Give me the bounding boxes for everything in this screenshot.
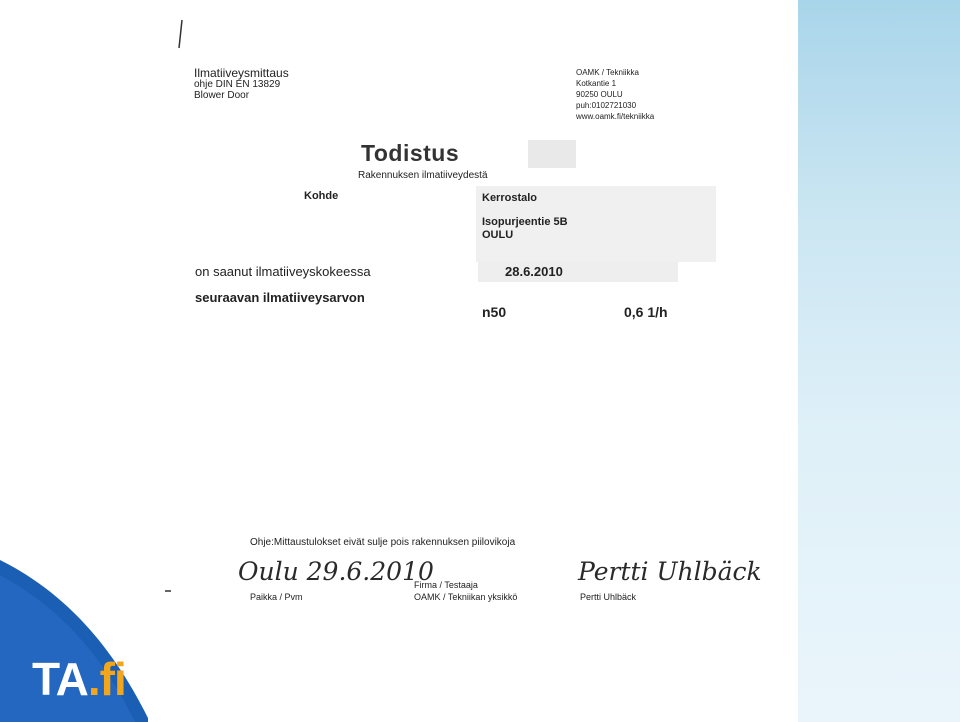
header-right-line-4: puh:0102721030 [576, 101, 637, 110]
footer-place-label: Paikka / Pvm [250, 592, 303, 602]
value-phrase: seuraavan ilmatiiveysarvon [195, 290, 365, 305]
scan-dash [164, 588, 174, 594]
logo-fi: .fi [87, 653, 126, 705]
kohde-label: Kohde [304, 190, 339, 202]
header-right-line-2: Kotkantie 1 [576, 79, 617, 88]
scan-shade [528, 140, 576, 168]
footer-firm-label: Firma / Testaaja [414, 580, 478, 590]
certificate-document [148, 0, 798, 722]
header-left-line-2: ohje DIN EN 13829 [194, 79, 281, 90]
footer-signer: Pertti Uhlbäck [580, 592, 637, 602]
header-left-line-1: Ilmatiiveysmittaus [194, 66, 289, 80]
metric-value: 0,6 1/h [624, 304, 668, 320]
test-phrase: on saanut ilmatiiveyskokeessa [195, 264, 371, 279]
footer-firm: OAMK / Tekniikan yksikkö [414, 592, 518, 602]
metric-name: n50 [482, 304, 507, 320]
header-left-line-3: Blower Door [194, 90, 250, 101]
header-right-line-1: OAMK / Tekniikka [576, 68, 639, 77]
ta-logo-corner [0, 0, 150, 722]
address-line-1: Isopurjeentie 5B [482, 216, 568, 228]
header-right-line-3: 90250 OULU [576, 90, 623, 99]
ta-fi-logo [32, 652, 126, 706]
note-text: Ohje:Mittaustulokset eivät sulje pois rakennuksen piilovikoja [250, 537, 516, 548]
logo-ta: TA [32, 653, 88, 705]
kohde-value: Kerrostalo [482, 192, 538, 204]
certificate-subtitle: Rakennuksen ilmatiiveydestä [358, 170, 488, 181]
address-line-2: OULU [482, 229, 514, 241]
certificate-title: Todistus [361, 140, 460, 166]
test-date: 28.6.2010 [505, 264, 563, 279]
right-decor-band [798, 0, 960, 722]
handwritten-place-date: Oulu 29.6.2010 [238, 557, 434, 586]
scan-mark [176, 18, 184, 50]
header-right-line-5: www.oamk.fi/tekniikka [576, 112, 655, 121]
handwritten-signature: Pertti Uhlbäck [578, 557, 762, 586]
